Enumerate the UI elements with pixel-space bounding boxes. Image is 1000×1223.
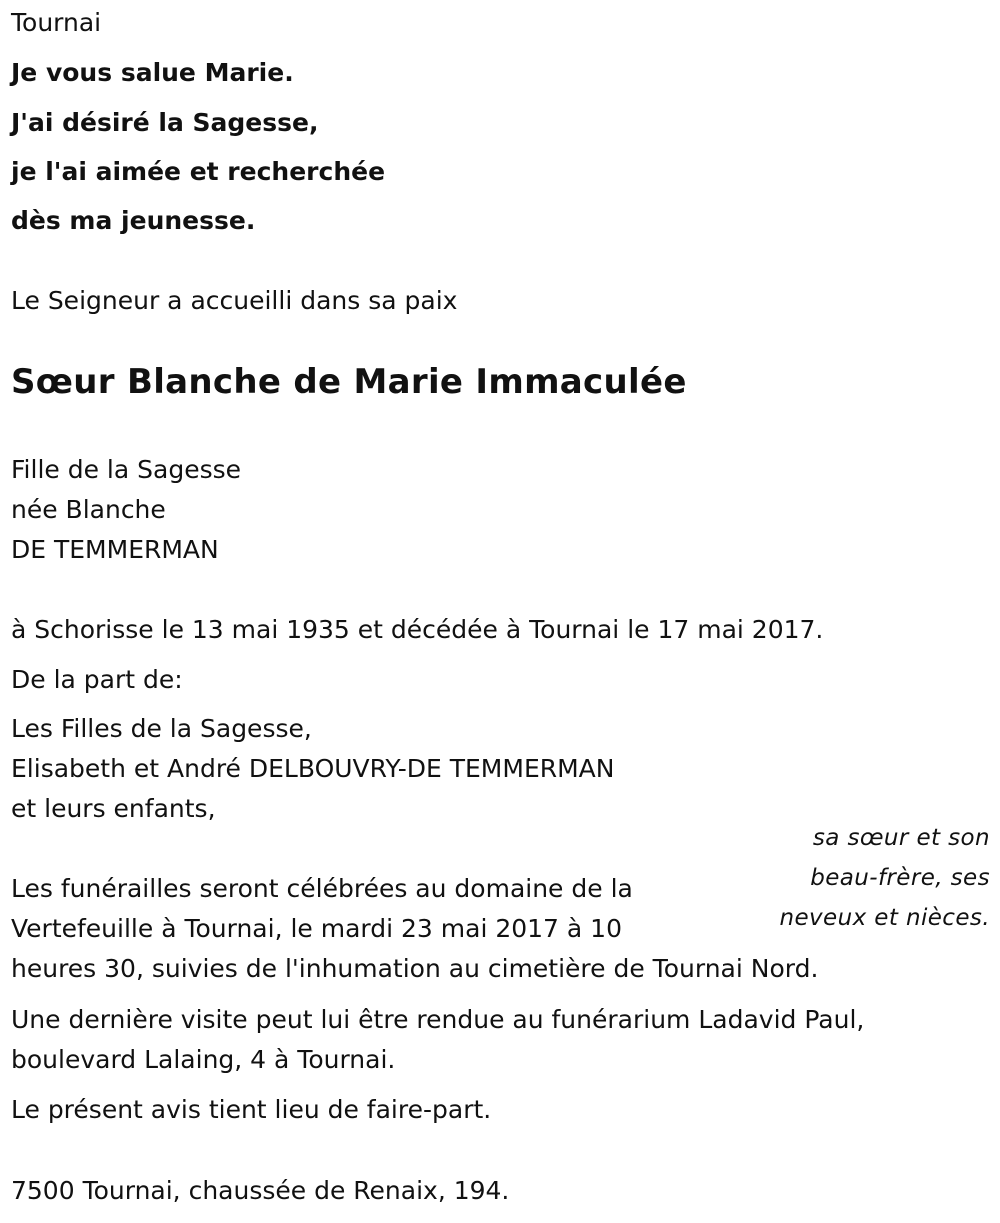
deceased-name: Sœur Blanche de Marie Immaculée: [11, 362, 687, 402]
family-line: Les Filles de la Sagesse,: [11, 714, 312, 743]
address-text: 7500 Tournai, chaussée de Renaix, 194.: [11, 1176, 510, 1205]
relation-note: [780, 818, 990, 938]
funeral-line: Vertefeuille à Tournai, le mardi 23 mai 2017 à 10: [11, 914, 622, 943]
identity-line: DE TEMMERMAN: [11, 535, 219, 564]
intro-text: Le Seigneur a accueilli dans sa paix: [11, 286, 458, 315]
identity-line: Fille de la Sagesse: [11, 455, 242, 484]
relation-line: beau-frère, ses: [810, 865, 990, 891]
relation-line: sa sœur et son: [812, 825, 990, 851]
verse-line: dès ma jeunesse.: [11, 206, 256, 235]
verse-line: je l'ai aimée et recherchée: [11, 157, 386, 186]
family-line: Elisabeth et André DELBOUVRY-DE TEMMERMAN: [11, 754, 615, 783]
verse-line: J'ai désiré la Sagesse,: [11, 108, 319, 137]
birth-death-text: à Schorisse le 13 mai 1935 et décédée à Tournai le 17 mai 2017.: [11, 615, 824, 644]
funeral-line: heures 30, suivies de l'inhumation au cimetière de Tournai Nord.: [11, 954, 819, 983]
verse-line: Je vous salue Marie.: [11, 58, 294, 87]
visit-line: Une dernière visite peut lui être rendue au funérarium Ladavid Paul,: [11, 1005, 865, 1034]
funeral-line: Les funérailles seront célébrées au domaine de la: [11, 874, 633, 903]
from-label: De la part de:: [11, 665, 183, 694]
relation-line: neveux et nièces.: [779, 905, 990, 931]
identity-line: née Blanche: [11, 495, 166, 524]
place-header: Tournai: [11, 8, 102, 37]
family-line: et leurs enfants,: [11, 794, 216, 823]
visit-line: boulevard Lalaing, 4 à Tournai.: [11, 1045, 396, 1074]
notice-text: Le présent avis tient lieu de faire-part.: [11, 1095, 492, 1124]
